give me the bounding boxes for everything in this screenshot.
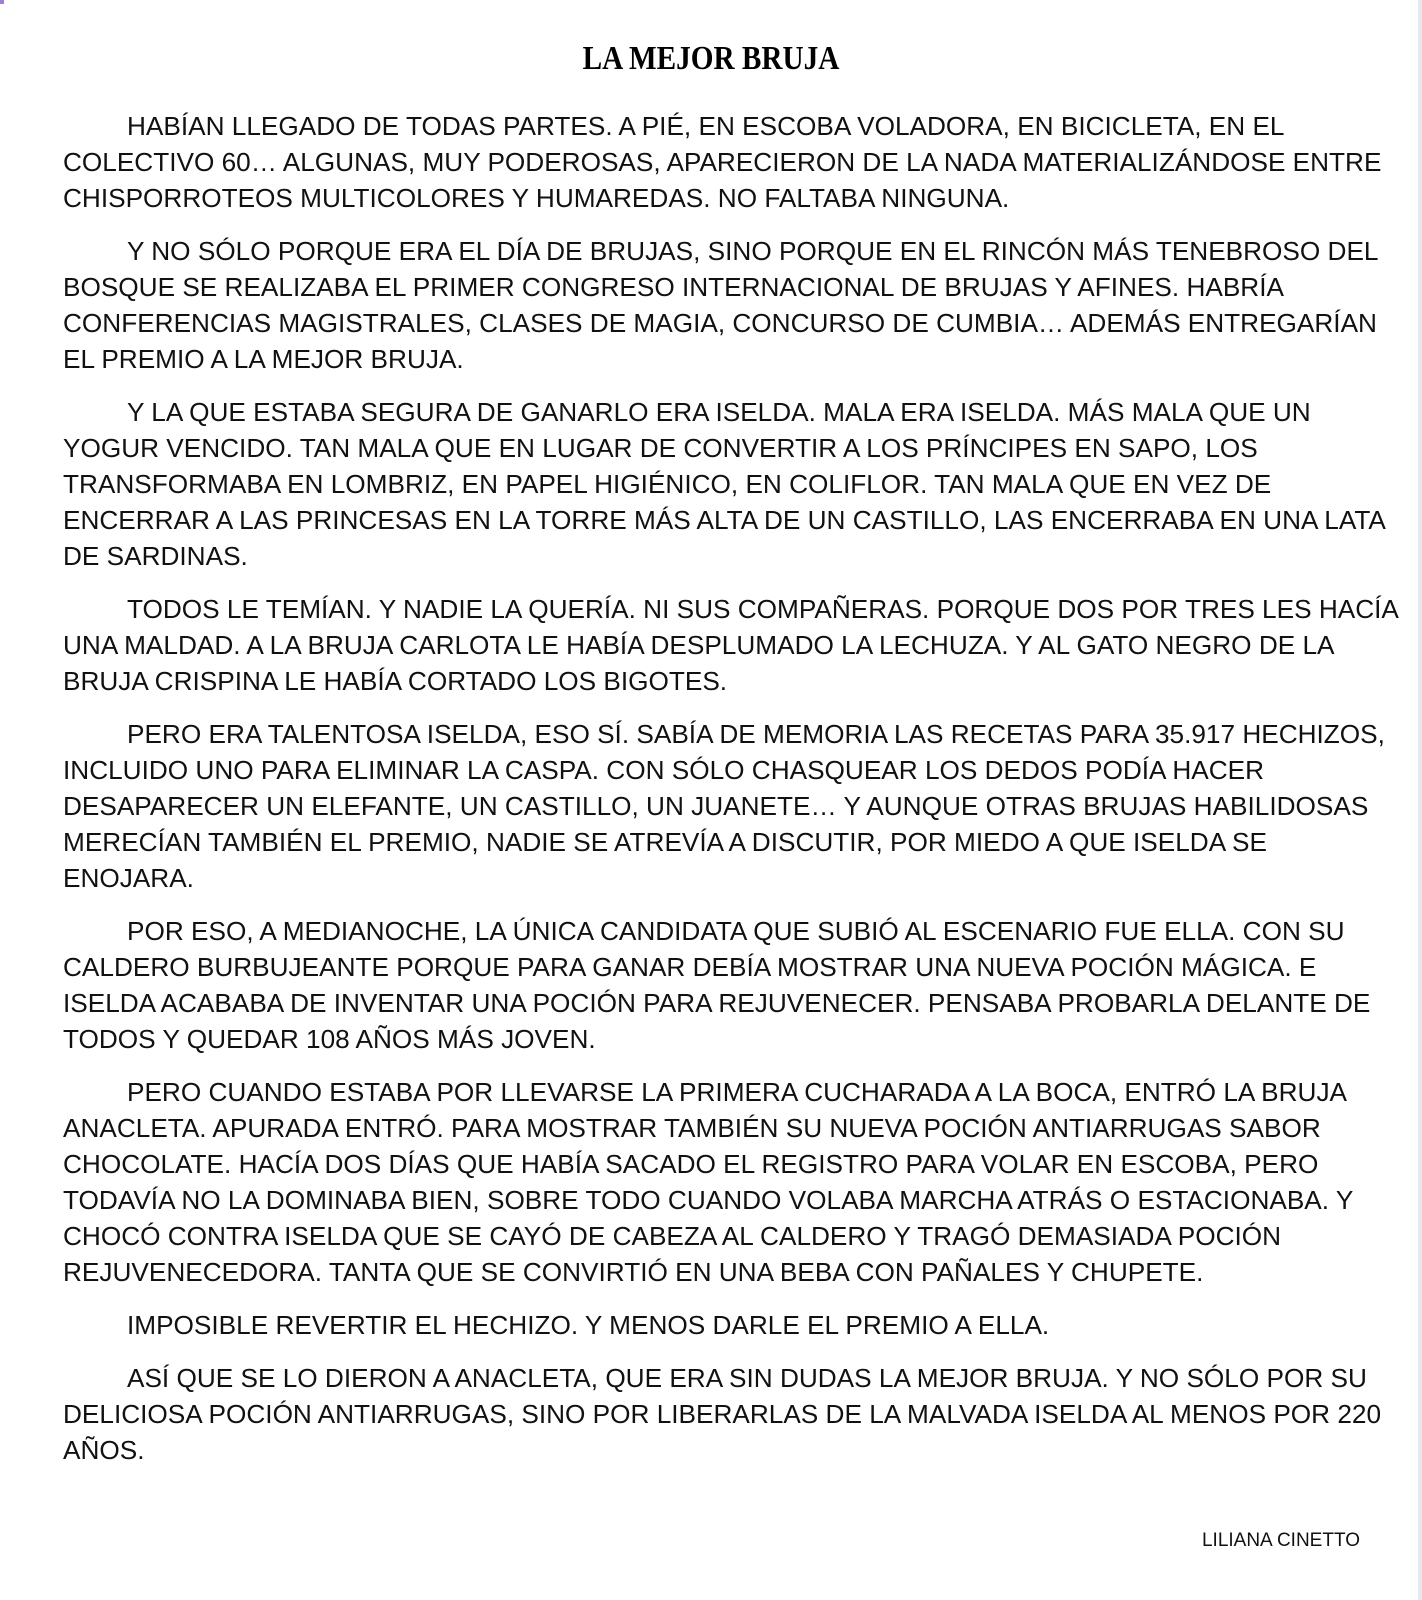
page-title: LA MEJOR BRUJA <box>582 40 840 77</box>
paragraph: TODOS LE TEMÍAN. Y NADIE LA QUERÍA. NI SUS COMPAÑERAS. PORQUE DOS POR TRES LES HACÍA UNA MALDAD. A LA BRUJA CARLOTA LE HABÍA DESPLUMADO LA LECHUZA. Y AL GATO NEGRO DE LA BRUJA CRISPINA LE HABÍA CORTADO LOS BIGOTES. <box>63 594 1398 696</box>
paragraph: Y LA QUE ESTABA SEGURA DE GANARLO ERA ISELDA. MALA ERA ISELDA. MÁS MALA QUE UN YOGUR VENCIDO. TAN MALA QUE EN LUGAR DE CONVERTIR A LOS PRÍNCIPES EN SAPO, LOS TRANSFORMABA EN LOMBRIZ, EN PAPEL HIGIÉNICO, EN COLIFLOR. TAN MALA QUE EN VEZ DE ENCERRAR A LAS PRINCESAS EN LA TORRE MÁS ALTA DE UN CASTILLO, LAS ENCERRABA EN UNA LATA DE SARDINAS. <box>63 397 1385 571</box>
paragraph: PERO ERA TALENTOSA ISELDA, ESO SÍ. SABÍA DE MEMORIA LAS RECETAS PARA 35.917 HECHIZOS, INCLUIDO UNO PARA ELIMINAR LA CASPA. CON SÓLO CHASQUEAR LOS DEDOS PODÍA HACER DESAPARECER UN ELEFANTE, UN CASTILLO, UN JUANETE… Y AUNQUE OTRAS BRUJAS HABILIDOSAS MERECÍAN TAMBIÉN EL PREMIO, NADIE SE ATREVÍA A DISCUTIR, POR MIEDO A QUE ISELDA SE ENOJARA. <box>63 719 1385 893</box>
paragraph: ASÍ QUE SE LO DIERON A ANACLETA, QUE ERA SIN DUDAS LA MEJOR BRUJA. Y NO SÓLO POR SU DELICIOSA POCIÓN ANTIARRUGAS, SINO POR LIBERARLAS DE LA MALVADA ISELDA AL MENOS POR 220 AÑOS. <box>63 1363 1382 1465</box>
paragraph: IMPOSIBLE REVERTIR EL HECHIZO. Y MENOS DARLE EL PREMIO A ELLA. <box>127 1310 1050 1340</box>
corner-mark <box>0 0 4 4</box>
paragraph: HABÍAN LLEGADO DE TODAS PARTES. A PIÉ, EN ESCOBA VOLADORA, EN BICICLETA, EN EL COLECTIVO 60… ALGUNAS, MUY PODEROSAS, APARECIERON DE LA NADA MATERIALIZÁNDOSE ENTRE CHISPORROTEOS MULTICOLORES Y HUMAREDAS. NO FALTABA NINGUNA. <box>63 111 1382 213</box>
paragraph: Y NO SÓLO PORQUE ERA EL DÍA DE BRUJAS, SINO PORQUE EN EL RINCÓN MÁS TENEBROSO DEL BOSQUE SE REALIZABA EL PRIMER CONGRESO INTERNACIONAL DE BRUJAS Y AFINES. HABRÍA CONFERENCIAS MAGISTRALES, CLASES DE MAGIA, CONCURSO DE CUMBIA… ADEMÁS ENTREGARÍAN EL PREMIO A LA MEJOR BRUJA. <box>63 236 1378 374</box>
story-body <box>63 108 1403 1485</box>
paragraph: PERO CUANDO ESTABA POR LLEVARSE LA PRIMERA CUCHARADA A LA BOCA, ENTRÓ LA BRUJA ANACLETA. APURADA ENTRÓ. PARA MOSTRAR TAMBIÉN SU NUEVA POCIÓN ANTIARRUGAS SABOR CHOCOLATE. HACÍA DOS DÍAS QUE HABÍA SACADO EL REGISTRO PARA VOLAR EN ESCOBA, PERO TODAVÍA NO LA DOMINABA BIEN, SOBRE TODO CUANDO VOLABA MARCHA ATRÁS O ESTACIONABA. Y CHOCÓ CONTRA ISELDA QUE SE CAYÓ DE CABEZA AL CALDERO Y TRAGÓ DEMASIADA POCIÓN REJUVENECEDORA. TANTA QUE SE CONVIRTIÓ EN UNA BEBA CON PAÑALES Y CHUPETE. <box>63 1077 1353 1287</box>
paragraph: POR ESO, A MEDIANOCHE, LA ÚNICA CANDIDATA QUE SUBIÓ AL ESCENARIO FUE ELLA. CON SU CALDERO BURBUJEANTE PORQUE PARA GANAR DEBÍA MOSTRAR UNA NUEVA POCIÓN MÁGICA. E ISELDA ACABABA DE INVENTAR UNA POCIÓN PARA REJUVENECER. PENSABA PROBARLA DELANTE DE TODOS Y QUEDAR 108 AÑOS MÁS JOVEN. <box>63 916 1371 1054</box>
page-edge <box>1418 0 1422 1600</box>
author-signature: LILIANA CINETTO <box>1201 1530 1360 1551</box>
